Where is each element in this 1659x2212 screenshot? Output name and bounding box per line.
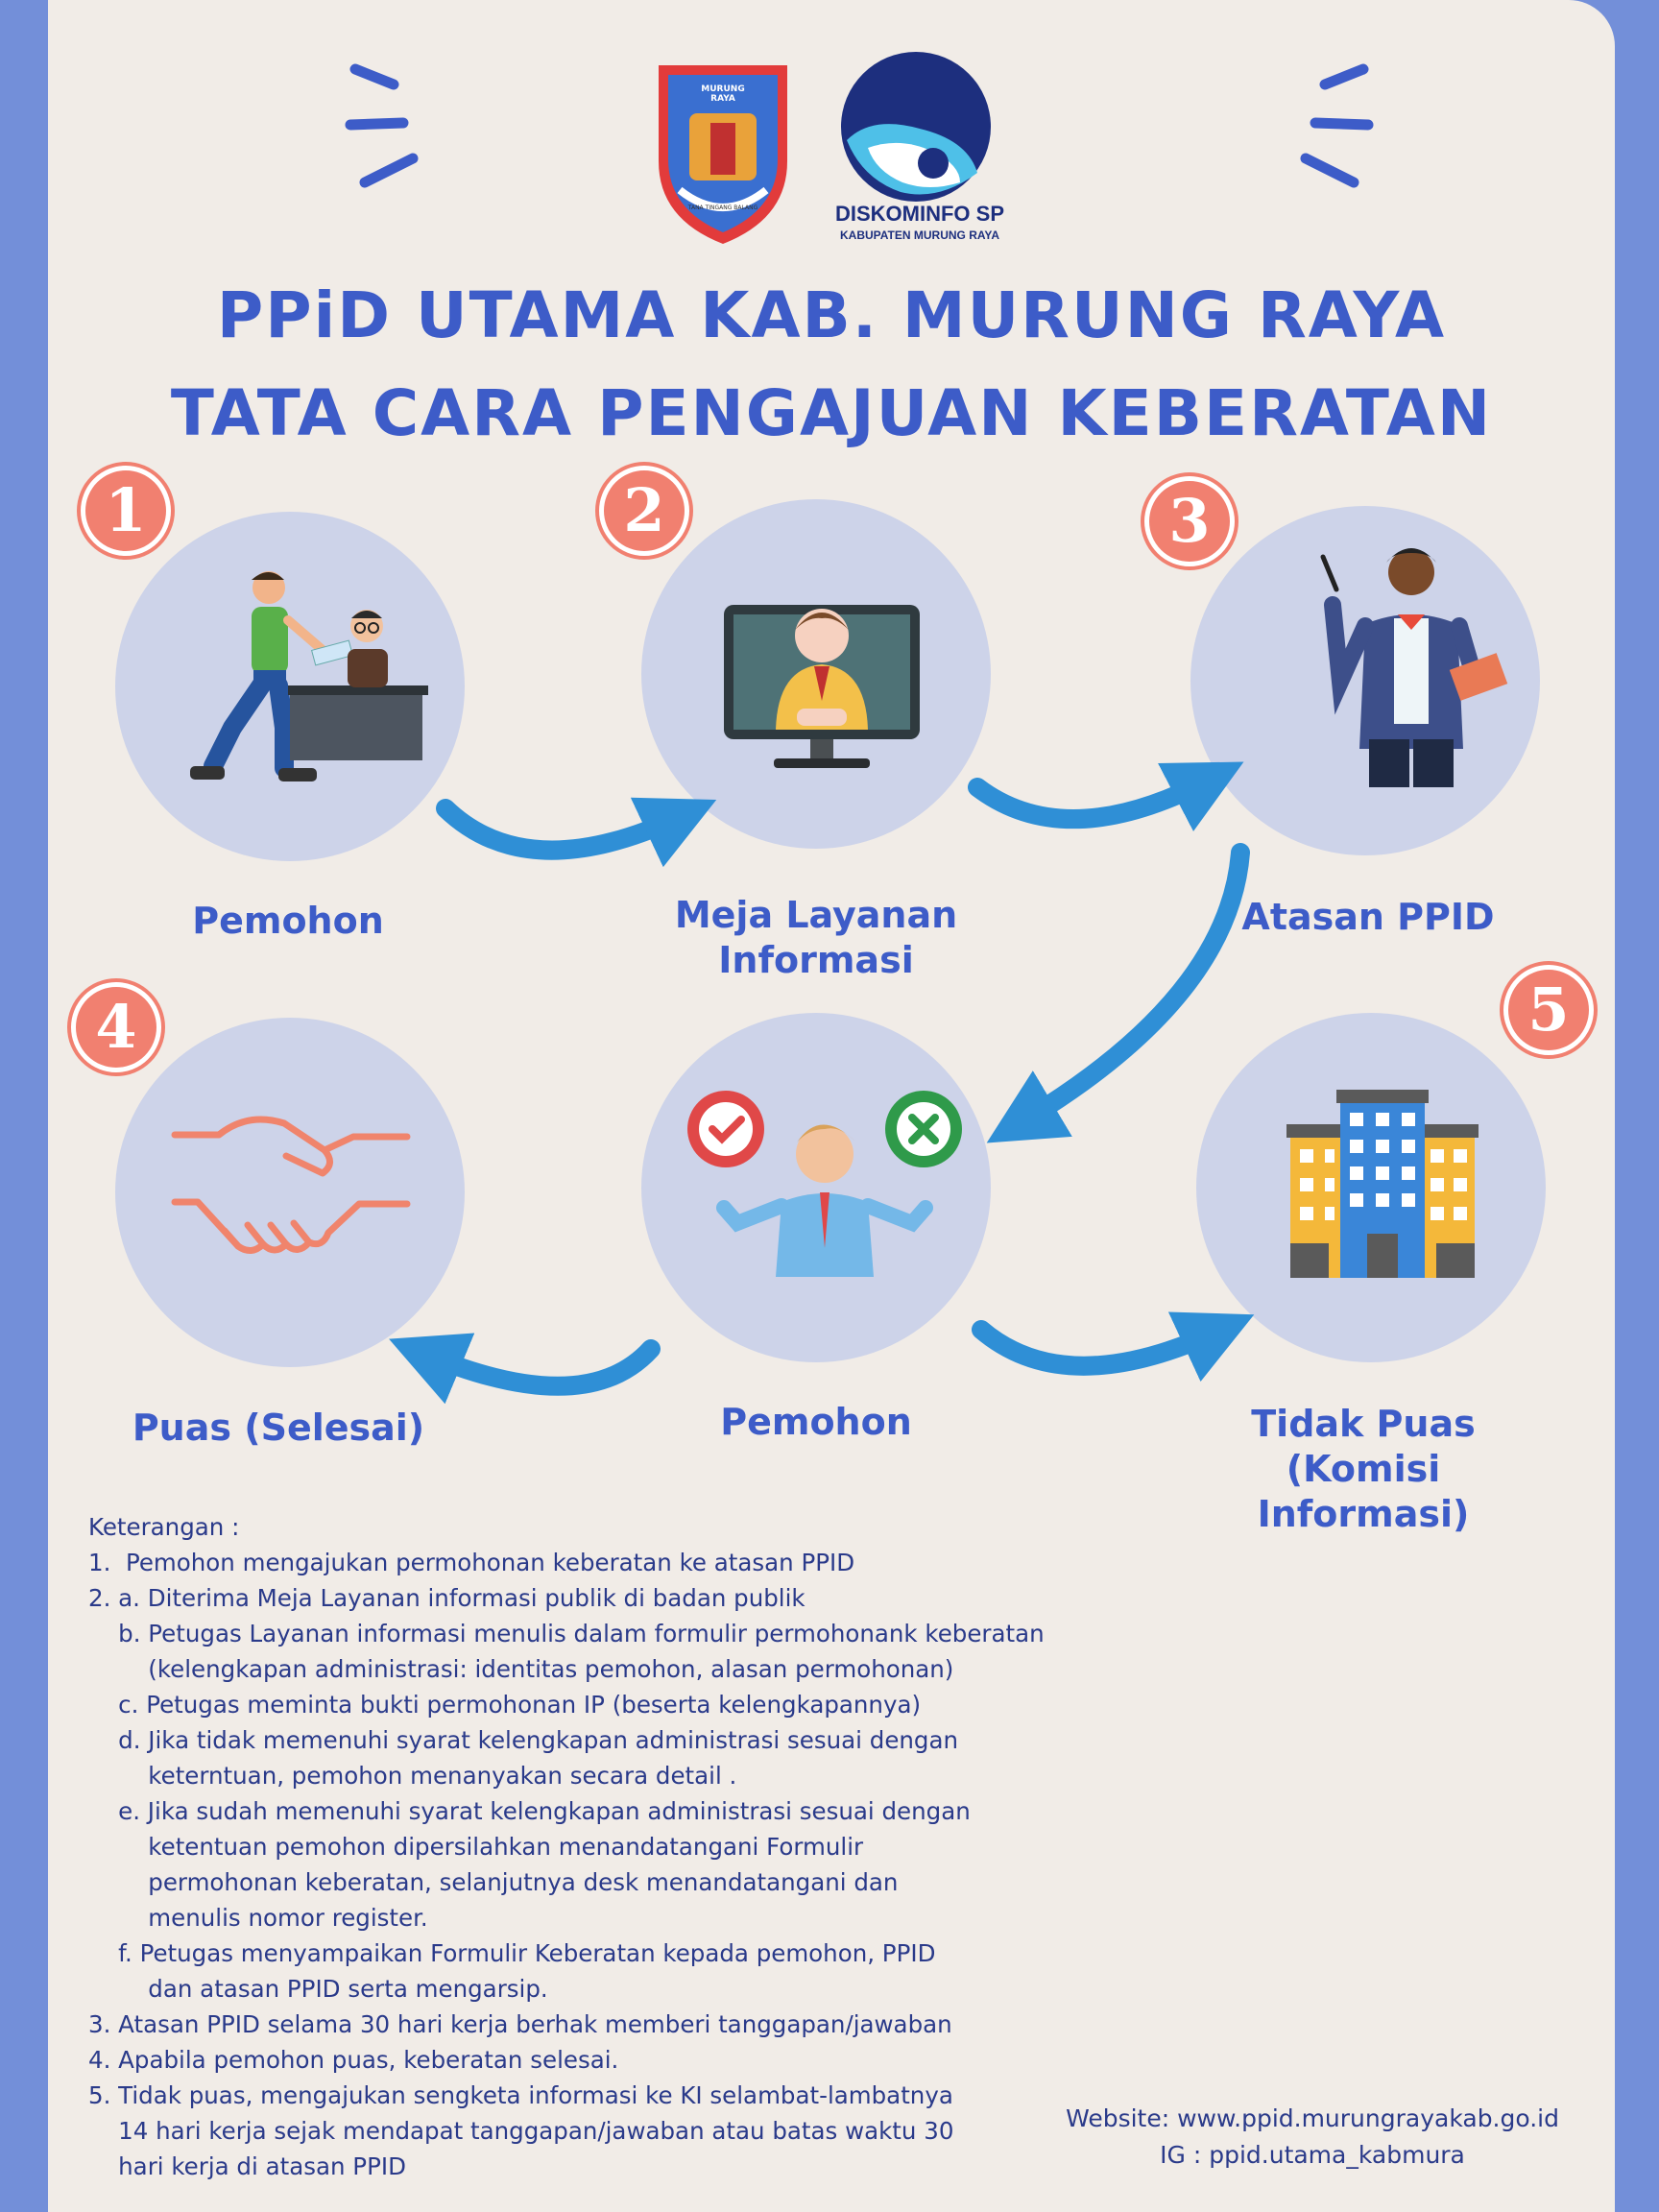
title-line-2: TATA CARA PENGAJUAN KEBERATAN [170, 376, 1493, 450]
notes-line: keterntuan, pemohon menanyakan secara detail . [88, 1762, 737, 1790]
step-5-badge: 5 [1503, 965, 1594, 1055]
step-2-label-line-1: Meja Layanan [674, 894, 958, 936]
step-3-badge: 3 [1144, 476, 1235, 566]
notes-heading: Keterangan : [88, 1513, 240, 1541]
step-4-badge: 4 [71, 982, 161, 1072]
infographic-card [48, 0, 1615, 2212]
step-1-label: Pemohon [192, 900, 384, 942]
title-line-1: PPiD UTAMA KAB. MURUNG RAYA [216, 278, 1447, 352]
notes-line: 14 hari kerja sejak mendapat tanggapan/jawaban atau batas waktu 30 [88, 2117, 954, 2145]
notes-line: d. Jika tidak memenuhi syarat kelengkapan administrasi sesuai dengan [88, 1726, 959, 1754]
notes-line: 2. a. Diterima Meja Layanan informasi publik di badan publik [88, 1584, 805, 1612]
notes-line: b. Petugas Layanan informasi menulis dalam formulir permohonank keberatan [88, 1620, 1045, 1647]
crest-text-bottom: TANA TINGANG BALANG [687, 204, 758, 211]
step-1-badge: 1 [81, 466, 171, 556]
step-2-badge: 2 [599, 466, 689, 556]
crest-text-top: MURUNG RAYA [701, 84, 745, 104]
step-4-label: Puas (Selesai) [132, 1407, 425, 1449]
notes-line: (kelengkapan administrasi: identitas pemohon, alasan permohonan) [88, 1655, 954, 1683]
notes-line: dan atasan PPID serta mengarsip. [88, 1975, 548, 2003]
notes-line: permohonan keberatan, selanjutnya desk menandatangani dan [88, 1868, 899, 1896]
notes-line: 1. Pemohon mengajukan permohonan keberatan ke atasan PPID [88, 1549, 855, 1576]
step-decision-label: Pemohon [720, 1401, 912, 1443]
notes-line: 3. Atasan PPID selama 30 hari kerja berhak memberi tanggapan/jawaban [88, 2010, 952, 2038]
step-5-label-line-3: Informasi) [1257, 1493, 1470, 1535]
diskominfo-name: DISKOMINFO SP [834, 202, 1004, 226]
website-text: Website: www.ppid.murungrayakab.go.id [1066, 2104, 1559, 2132]
step-5-label-line-2: (Komisi [1286, 1448, 1441, 1490]
notes-line: f. Petugas menyampaikan Formulir Keberatan kepada pemohon, PPID [88, 1939, 936, 1967]
step-3-label: Atasan PPID [1241, 896, 1495, 938]
footer-contact [1066, 2101, 1559, 2174]
step-2-label-line-2: Informasi [718, 939, 914, 981]
notes-line: menulis nomor register. [88, 1904, 428, 1932]
notes-line: hari kerja di atasan PPID [88, 2152, 406, 2180]
notes-line: e. Jika sudah memenuhi syarat kelengkapan administrasi sesuai dengan [88, 1797, 971, 1825]
notes-line: 5. Tidak puas, mengajukan sengketa informasi ke KI selambat-lambatnya [88, 2081, 953, 2109]
notes-line: c. Petugas meminta bukti permohonan IP (beserta kelengkapannya) [88, 1691, 922, 1719]
instagram-text: IG : ppid.utama_kabmura [1160, 2141, 1465, 2169]
diskominfo-sub: KABUPATEN MURUNG RAYA [839, 228, 999, 242]
notes-line: ketentuan pemohon dipersilahkan menandatangani Formulir [88, 1833, 864, 1861]
notes-list [88, 1509, 1096, 2184]
notes-line: 4. Apabila pemohon puas, keberatan selesai. [88, 2046, 619, 2074]
step-5-label-line-1: Tidak Puas [1251, 1403, 1476, 1445]
